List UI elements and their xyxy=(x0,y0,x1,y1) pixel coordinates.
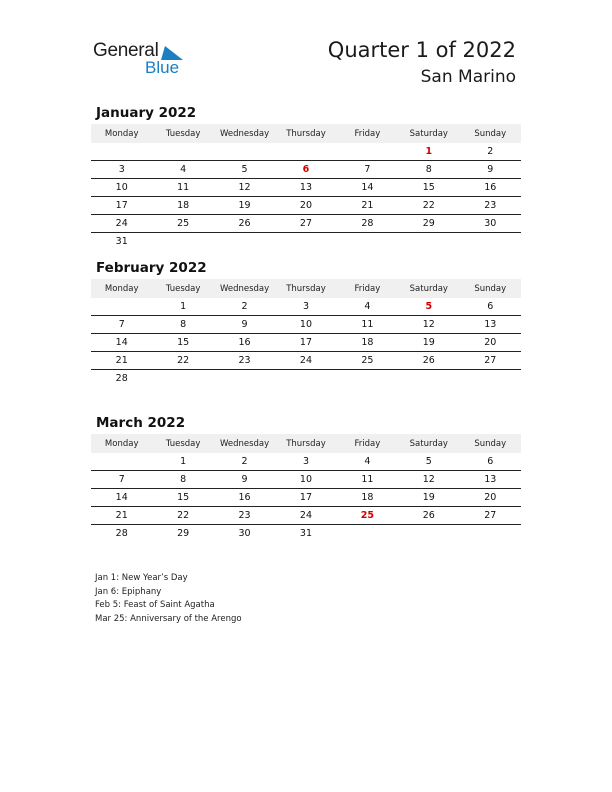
day-cell: 24 xyxy=(275,352,336,370)
day-cell: 18 xyxy=(152,197,213,215)
holiday-note: Jan 1: New Year’s Day xyxy=(95,573,188,583)
day-cell: 17 xyxy=(91,197,152,215)
weekday-header: Saturday xyxy=(398,124,459,143)
weekday-header: Saturday xyxy=(398,279,459,298)
day-cell: 10 xyxy=(275,316,336,334)
day-cell: 15 xyxy=(152,489,213,507)
day-cell: 31 xyxy=(299,528,313,539)
day-cell: 16 xyxy=(214,334,275,352)
month-title: March 2022 xyxy=(96,415,186,431)
day-cell: 22 xyxy=(398,197,459,215)
day-cell: 24 xyxy=(91,215,152,233)
week-row xyxy=(91,507,521,525)
weekday-header: Friday xyxy=(337,124,398,143)
month-table xyxy=(91,124,521,250)
month-calendar xyxy=(91,414,521,542)
weekday-header: Sunday xyxy=(460,279,521,298)
weekday-header: Tuesday xyxy=(152,279,213,298)
day-cell: 13 xyxy=(460,471,521,489)
holiday-note: Feb 5: Feast of Saint Agatha xyxy=(95,600,215,610)
week-row xyxy=(91,525,521,543)
day-cell: 27 xyxy=(275,215,336,233)
day-cell: 20 xyxy=(275,197,336,215)
day-cell xyxy=(460,525,521,543)
month-title: February 2022 xyxy=(96,260,207,276)
weekday-header: Wednesday xyxy=(214,434,275,453)
day-cell: 23 xyxy=(460,197,521,215)
day-cell: 7 xyxy=(337,161,398,179)
week-row xyxy=(91,453,521,471)
day-cell: 6 xyxy=(460,453,521,471)
day-cell xyxy=(337,370,398,388)
day-cell xyxy=(275,143,336,161)
day-cell xyxy=(275,233,336,251)
weekday-header: Friday xyxy=(337,279,398,298)
day-cell: 1 xyxy=(398,143,459,161)
day-cell: 30 xyxy=(238,528,251,539)
day-cell: 17 xyxy=(275,489,336,507)
day-cell xyxy=(398,525,459,543)
day-cell: 28 xyxy=(337,215,398,233)
day-cell: 30 xyxy=(460,215,521,233)
weekday-header: Sunday xyxy=(460,434,521,453)
day-cell: 25 xyxy=(337,352,398,370)
week-row xyxy=(91,316,521,334)
day-cell: 8 xyxy=(398,161,459,179)
day-cell: 5 xyxy=(398,453,459,471)
day-cell: 22 xyxy=(152,507,213,525)
day-cell: 3 xyxy=(275,453,336,471)
month-table xyxy=(91,279,521,387)
day-cell xyxy=(152,233,213,251)
week-row xyxy=(91,471,521,489)
day-cell: 17 xyxy=(275,334,336,352)
weekday-header: Wednesday xyxy=(214,124,275,143)
logo xyxy=(93,40,193,80)
weekday-header: Monday xyxy=(91,434,152,453)
day-cell xyxy=(460,370,521,388)
week-row xyxy=(91,370,521,388)
day-cell: 2 xyxy=(460,143,521,161)
day-cell: 11 xyxy=(337,471,398,489)
day-cell: 13 xyxy=(275,179,336,197)
day-cell: 2 xyxy=(214,453,275,471)
week-row xyxy=(91,215,521,233)
weekday-header: Monday xyxy=(91,124,152,143)
day-cell xyxy=(398,233,459,251)
day-cell: 26 xyxy=(398,352,459,370)
day-cell: 9 xyxy=(460,161,521,179)
day-cell: 27 xyxy=(460,507,521,525)
day-cell: 2 xyxy=(214,298,275,316)
day-cell: 5 xyxy=(214,161,275,179)
day-cell: 3 xyxy=(275,298,336,316)
day-cell: 12 xyxy=(398,471,459,489)
day-cell xyxy=(91,143,152,161)
day-cell: 7 xyxy=(91,471,152,489)
day-cell: 11 xyxy=(337,316,398,334)
week-row xyxy=(91,334,521,352)
day-cell: 23 xyxy=(214,352,275,370)
weekday-header: Tuesday xyxy=(152,434,213,453)
holiday-note: Jan 6: Epiphany xyxy=(95,586,162,597)
weekday-header: Wednesday xyxy=(214,279,275,298)
day-cell: 1 xyxy=(152,453,213,471)
day-cell: 4 xyxy=(152,161,213,179)
day-cell: 19 xyxy=(214,197,275,215)
day-cell: 26 xyxy=(214,215,275,233)
day-cell: 8 xyxy=(152,471,213,489)
day-cell xyxy=(337,525,398,543)
day-cell xyxy=(214,143,275,161)
day-cell: 23 xyxy=(214,507,275,525)
day-cell: 18 xyxy=(337,489,398,507)
month-calendar xyxy=(91,104,521,250)
day-cell: 14 xyxy=(91,489,152,507)
month-table xyxy=(91,434,521,542)
day-cell: 15 xyxy=(398,179,459,197)
day-cell xyxy=(214,370,275,388)
week-row xyxy=(91,489,521,507)
day-cell: 16 xyxy=(214,489,275,507)
day-cell: 28 xyxy=(115,528,128,539)
weekday-header: Tuesday xyxy=(152,124,213,143)
day-cell xyxy=(91,298,152,316)
day-cell: 4 xyxy=(337,298,398,316)
month-title: January 2022 xyxy=(96,105,197,121)
day-cell xyxy=(337,143,398,161)
weekday-header: Thursday xyxy=(275,279,336,298)
day-cell: 8 xyxy=(152,316,213,334)
page-title: Quarter 1 of 2022 xyxy=(327,38,516,62)
month-calendar xyxy=(91,259,521,387)
week-row xyxy=(91,233,521,251)
day-cell: 13 xyxy=(460,316,521,334)
day-cell: 24 xyxy=(275,507,336,525)
holiday-note: Mar 25: Anniversary of the Arengo xyxy=(95,613,242,624)
day-cell: 29 xyxy=(398,215,459,233)
day-cell: 31 xyxy=(115,236,128,247)
day-cell: 3 xyxy=(91,161,152,179)
week-row xyxy=(91,161,521,179)
day-cell: 29 xyxy=(177,528,190,539)
day-cell: 19 xyxy=(398,334,459,352)
day-cell xyxy=(460,233,521,251)
week-row xyxy=(91,352,521,370)
week-row xyxy=(91,197,521,215)
week-row xyxy=(91,298,521,316)
weekday-header: Friday xyxy=(337,434,398,453)
day-cell: 12 xyxy=(398,316,459,334)
day-cell: 16 xyxy=(460,179,521,197)
country-name: San Marino xyxy=(420,67,516,87)
logo-general-text: General xyxy=(93,40,159,61)
day-cell: 21 xyxy=(91,507,152,525)
day-cell: 11 xyxy=(152,179,213,197)
day-cell: 18 xyxy=(337,334,398,352)
day-cell: 19 xyxy=(398,489,459,507)
day-cell: 21 xyxy=(337,197,398,215)
day-cell xyxy=(398,370,459,388)
day-cell: 25 xyxy=(337,507,398,525)
day-cell: 21 xyxy=(91,352,152,370)
day-cell: 14 xyxy=(337,179,398,197)
day-cell: 28 xyxy=(115,373,128,384)
day-cell: 14 xyxy=(91,334,152,352)
day-cell: 20 xyxy=(460,489,521,507)
day-cell: 20 xyxy=(460,334,521,352)
day-cell xyxy=(275,370,336,388)
day-cell: 6 xyxy=(460,298,521,316)
day-cell: 12 xyxy=(214,179,275,197)
day-cell: 26 xyxy=(398,507,459,525)
day-cell xyxy=(214,233,275,251)
day-cell: 6 xyxy=(275,161,336,179)
day-cell: 4 xyxy=(337,453,398,471)
day-cell: 1 xyxy=(152,298,213,316)
day-cell xyxy=(152,370,213,388)
day-cell: 15 xyxy=(152,334,213,352)
day-cell xyxy=(91,453,152,471)
weekday-header: Thursday xyxy=(275,434,336,453)
weekday-header: Monday xyxy=(91,279,152,298)
day-cell: 22 xyxy=(152,352,213,370)
weekday-header: Saturday xyxy=(398,434,459,453)
day-cell: 7 xyxy=(91,316,152,334)
weekday-header: Sunday xyxy=(460,124,521,143)
day-cell: 9 xyxy=(214,471,275,489)
day-cell: 27 xyxy=(460,352,521,370)
day-cell: 5 xyxy=(398,298,459,316)
holiday-notes xyxy=(95,572,242,626)
logo-blue-text: Blue xyxy=(145,58,180,77)
day-cell: 9 xyxy=(214,316,275,334)
day-cell xyxy=(152,143,213,161)
week-row xyxy=(91,179,521,197)
day-cell: 10 xyxy=(275,471,336,489)
day-cell: 25 xyxy=(152,215,213,233)
weekday-header: Thursday xyxy=(275,124,336,143)
day-cell: 10 xyxy=(91,179,152,197)
day-cell xyxy=(337,233,398,251)
week-row xyxy=(91,143,521,161)
